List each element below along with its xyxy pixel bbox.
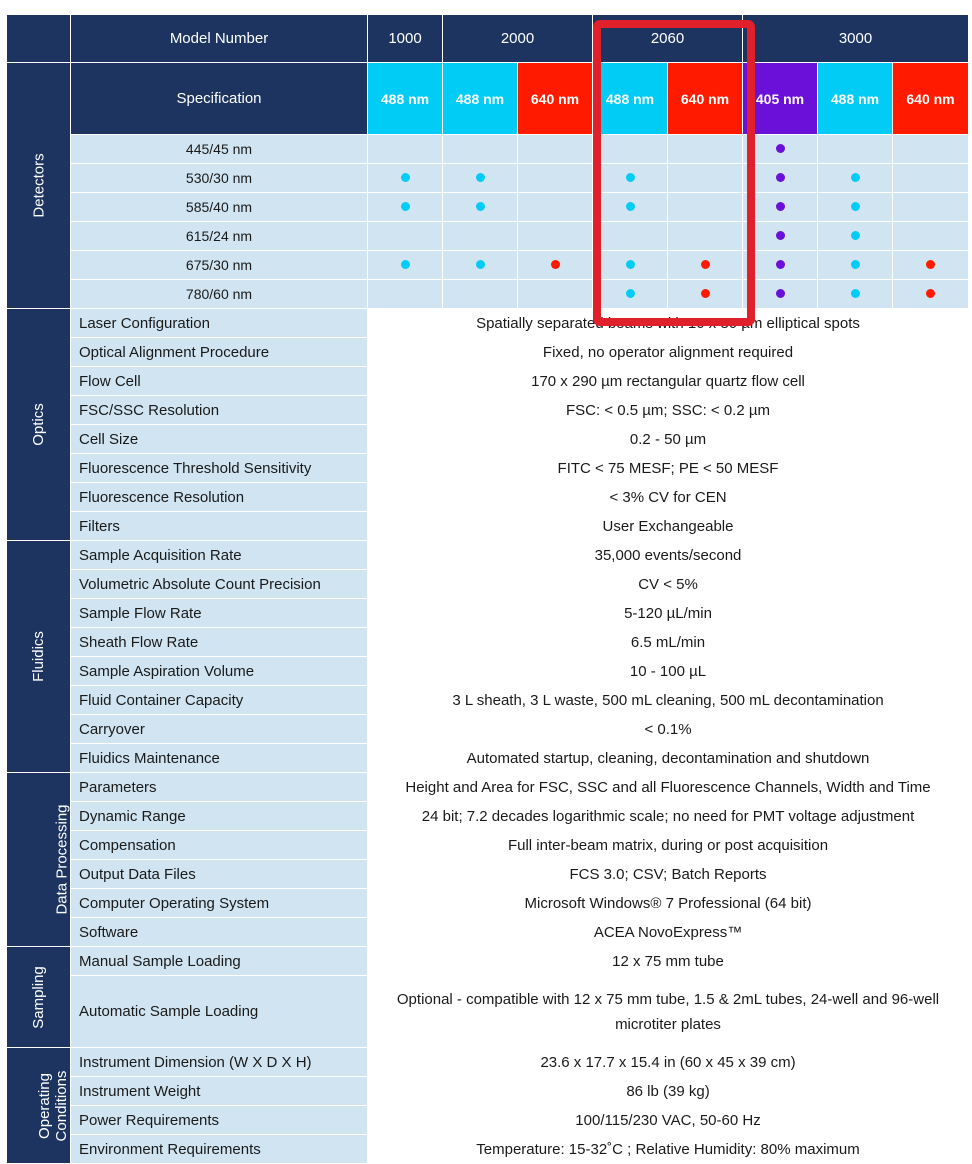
spec-row bbox=[7, 1077, 969, 1106]
spec-value: Temperature: 15-32˚C ; Relative Humidity: 80% maximum bbox=[368, 1135, 969, 1164]
detector-cell bbox=[593, 280, 668, 309]
spec-row bbox=[7, 454, 969, 483]
detector-cell bbox=[443, 280, 518, 309]
spec-label: Sample Flow Rate bbox=[71, 599, 368, 628]
detector-cell bbox=[818, 222, 893, 251]
spec-value: 0.2 - 50 µm bbox=[368, 425, 969, 454]
detector-cell bbox=[743, 135, 818, 164]
detector-dot-icon bbox=[776, 202, 785, 211]
detector-cell bbox=[893, 164, 969, 193]
spec-value: Full inter-beam matrix, during or post acquisition bbox=[368, 831, 969, 860]
spec-label: Manual Sample Loading bbox=[71, 947, 368, 976]
detector-cell bbox=[743, 280, 818, 309]
spec-row bbox=[7, 773, 969, 802]
spec-value: 86 lb (39 kg) bbox=[368, 1077, 969, 1106]
detector-dot-icon bbox=[776, 173, 785, 182]
spec-label: Sheath Flow Rate bbox=[71, 628, 368, 657]
spec-value: FSC: < 0.5 µm; SSC: < 0.2 µm bbox=[368, 396, 969, 425]
spec-label: Dynamic Range bbox=[71, 802, 368, 831]
detector-dot-icon bbox=[701, 260, 710, 269]
laser-cell: 640 nm bbox=[518, 63, 593, 135]
model-1000: 1000 bbox=[368, 15, 443, 63]
spec-value: Microsoft Windows® 7 Professional (64 bit) bbox=[368, 889, 969, 918]
spec-row bbox=[7, 715, 969, 744]
spec-value: < 0.1% bbox=[368, 715, 969, 744]
detector-dot-icon bbox=[701, 289, 710, 298]
detector-label: 780/60 nm bbox=[71, 280, 368, 309]
spec-label: Volumetric Absolute Count Precision bbox=[71, 570, 368, 599]
detector-cell bbox=[893, 251, 969, 280]
spec-label: Sample Aspiration Volume bbox=[71, 657, 368, 686]
detector-dot-icon bbox=[851, 202, 860, 211]
model-2060: 2060 bbox=[593, 15, 743, 63]
detector-cell bbox=[743, 193, 818, 222]
detector-cell bbox=[443, 222, 518, 251]
spec-row bbox=[7, 657, 969, 686]
detector-cell bbox=[668, 193, 743, 222]
detector-cell bbox=[668, 222, 743, 251]
detector-row bbox=[7, 135, 969, 164]
detector-cell bbox=[668, 251, 743, 280]
laser-cell: 640 nm bbox=[668, 63, 743, 135]
spec-value: 24 bit; 7.2 decades logarithmic scale; no need for PMT voltage adjustment bbox=[368, 802, 969, 831]
spec-label: Power Requirements bbox=[71, 1106, 368, 1135]
detector-cell bbox=[368, 251, 443, 280]
model-header-row bbox=[7, 15, 969, 63]
detector-dot-icon bbox=[476, 202, 485, 211]
spec-value: 3 L sheath, 3 L waste, 500 mL cleaning, 500 mL decontamination bbox=[368, 686, 969, 715]
detector-cell bbox=[518, 135, 593, 164]
spec-row bbox=[7, 425, 969, 454]
detector-label: 530/30 nm bbox=[71, 164, 368, 193]
model-2000: 2000 bbox=[443, 15, 593, 63]
spec-value: Optional - compatible with 12 x 75 mm tube, 1.5 & 2mL tubes, 24-well and 96-well microtiter plates bbox=[368, 976, 969, 1048]
spec-value: 10 - 100 µL bbox=[368, 657, 969, 686]
spec-row bbox=[7, 860, 969, 889]
spec-value: FITC < 75 MESF; PE < 50 MESF bbox=[368, 454, 969, 483]
spec-label: Laser Configuration bbox=[71, 309, 368, 338]
detector-dot-icon bbox=[401, 260, 410, 269]
detector-cell bbox=[593, 164, 668, 193]
laser-header-row bbox=[7, 63, 969, 135]
detector-label: 675/30 nm bbox=[71, 251, 368, 280]
spec-label: Carryover bbox=[71, 715, 368, 744]
spec-value: FCS 3.0; CSV; Batch Reports bbox=[368, 860, 969, 889]
detector-cell bbox=[743, 251, 818, 280]
detector-dot-icon bbox=[851, 231, 860, 240]
laser-cell: 488 nm bbox=[593, 63, 668, 135]
detector-cell bbox=[818, 135, 893, 164]
spec-row bbox=[7, 367, 969, 396]
detector-cell bbox=[893, 135, 969, 164]
detector-cell bbox=[818, 193, 893, 222]
laser-cell: 488 nm bbox=[443, 63, 518, 135]
detector-dot-icon bbox=[476, 260, 485, 269]
detector-dot-icon bbox=[851, 173, 860, 182]
spec-value: 100/115/230 VAC, 50-60 Hz bbox=[368, 1106, 969, 1135]
spec-value: 12 x 75 mm tube bbox=[368, 947, 969, 976]
detector-dot-icon bbox=[401, 173, 410, 182]
section-operating-conditions: Operating Conditions bbox=[7, 1048, 71, 1164]
spec-label: Sample Acquisition Rate bbox=[71, 541, 368, 570]
detector-row bbox=[7, 251, 969, 280]
detector-row bbox=[7, 164, 969, 193]
detector-dot-icon bbox=[626, 202, 635, 211]
spec-label: Output Data Files bbox=[71, 860, 368, 889]
detector-label: 585/40 nm bbox=[71, 193, 368, 222]
detector-cell bbox=[518, 193, 593, 222]
spec-label: Environment Requirements bbox=[71, 1135, 368, 1164]
detector-row bbox=[7, 193, 969, 222]
spec-value: Automated startup, cleaning, decontamination and shutdown bbox=[368, 744, 969, 773]
spec-value: ACEA NovoExpress™ bbox=[368, 918, 969, 947]
laser-cell: 488 nm bbox=[818, 63, 893, 135]
detector-dot-icon bbox=[626, 173, 635, 182]
spec-value: 35,000 events/second bbox=[368, 541, 969, 570]
detector-dot-icon bbox=[851, 260, 860, 269]
detector-label: 445/45 nm bbox=[71, 135, 368, 164]
detector-cell bbox=[368, 193, 443, 222]
detector-cell bbox=[368, 164, 443, 193]
spec-row bbox=[7, 976, 969, 1048]
spec-label: Instrument Dimension (W X D X H) bbox=[71, 1048, 368, 1077]
spec-label: Cell Size bbox=[71, 425, 368, 454]
detector-cell bbox=[893, 222, 969, 251]
spec-row bbox=[7, 599, 969, 628]
spec-row bbox=[7, 512, 969, 541]
spec-row bbox=[7, 744, 969, 773]
spec-row bbox=[7, 889, 969, 918]
spec-table bbox=[6, 14, 969, 1164]
specification-label: Specification bbox=[71, 63, 368, 135]
spec-row bbox=[7, 947, 969, 976]
detector-row bbox=[7, 280, 969, 309]
detector-cell bbox=[518, 222, 593, 251]
detector-cell bbox=[893, 280, 969, 309]
spec-label: Flow Cell bbox=[71, 367, 368, 396]
detector-dot-icon bbox=[776, 289, 785, 298]
detector-cell bbox=[593, 135, 668, 164]
spec-row bbox=[7, 309, 969, 338]
spec-value: Height and Area for FSC, SSC and all Fluorescence Channels, Width and Time bbox=[368, 773, 969, 802]
detector-dot-icon bbox=[626, 260, 635, 269]
spec-label: FSC/SSC Resolution bbox=[71, 396, 368, 425]
detector-cell bbox=[518, 280, 593, 309]
detector-cell bbox=[818, 164, 893, 193]
detector-cell bbox=[593, 193, 668, 222]
detector-row bbox=[7, 222, 969, 251]
spec-row bbox=[7, 338, 969, 367]
detector-cell bbox=[518, 164, 593, 193]
spec-value: 5-120 µL/min bbox=[368, 599, 969, 628]
detector-cell bbox=[443, 164, 518, 193]
detector-cell bbox=[368, 280, 443, 309]
detector-cell bbox=[443, 193, 518, 222]
spec-row bbox=[7, 1048, 969, 1077]
spec-row bbox=[7, 396, 969, 425]
laser-cell: 640 nm bbox=[893, 63, 969, 135]
spec-value: 6.5 mL/min bbox=[368, 628, 969, 657]
spec-label: Instrument Weight bbox=[71, 1077, 368, 1106]
section-detectors: Detectors bbox=[7, 63, 71, 309]
spec-label: Compensation bbox=[71, 831, 368, 860]
spec-label: Automatic Sample Loading bbox=[71, 976, 368, 1048]
detector-cell bbox=[818, 280, 893, 309]
section-sampling: Sampling bbox=[7, 947, 71, 1048]
model-3000: 3000 bbox=[743, 15, 969, 63]
detector-cell bbox=[368, 135, 443, 164]
spec-label: Optical Alignment Procedure bbox=[71, 338, 368, 367]
spec-row bbox=[7, 1135, 969, 1164]
spec-table-container bbox=[6, 14, 968, 1160]
detector-cell bbox=[593, 222, 668, 251]
detector-cell bbox=[443, 251, 518, 280]
spec-row bbox=[7, 686, 969, 715]
spec-row bbox=[7, 918, 969, 947]
spec-row bbox=[7, 831, 969, 860]
spec-label: Fluorescence Threshold Sensitivity bbox=[71, 454, 368, 483]
detector-dot-icon bbox=[926, 260, 935, 269]
detector-cell bbox=[593, 251, 668, 280]
detector-dot-icon bbox=[851, 289, 860, 298]
spec-label: Fluid Container Capacity bbox=[71, 686, 368, 715]
detector-cell bbox=[668, 164, 743, 193]
spec-row bbox=[7, 802, 969, 831]
laser-cell: 488 nm bbox=[368, 63, 443, 135]
model-number-label: Model Number bbox=[71, 15, 368, 63]
spec-label: Fluidics Maintenance bbox=[71, 744, 368, 773]
laser-cell: 405 nm bbox=[743, 63, 818, 135]
detector-cell bbox=[743, 222, 818, 251]
section-data-processing: Data Processing bbox=[7, 773, 71, 947]
spec-label: Fluorescence Resolution bbox=[71, 483, 368, 512]
detector-dot-icon bbox=[476, 173, 485, 182]
detector-dot-icon bbox=[626, 289, 635, 298]
detector-cell bbox=[443, 135, 518, 164]
spec-value: Spatially separated beams with 10 x 80 µm elliptical spots bbox=[368, 309, 969, 338]
corner-cell bbox=[7, 15, 71, 63]
detector-label: 615/24 nm bbox=[71, 222, 368, 251]
spec-value: 170 x 290 µm rectangular quartz flow cell bbox=[368, 367, 969, 396]
detector-dot-icon bbox=[776, 231, 785, 240]
detector-cell bbox=[668, 135, 743, 164]
detector-cell bbox=[668, 280, 743, 309]
detector-dot-icon bbox=[776, 144, 785, 153]
spec-row bbox=[7, 1106, 969, 1135]
detector-dot-icon bbox=[551, 260, 560, 269]
spec-label: Parameters bbox=[71, 773, 368, 802]
spec-label: Software bbox=[71, 918, 368, 947]
spec-row bbox=[7, 570, 969, 599]
detector-cell bbox=[743, 164, 818, 193]
detector-dot-icon bbox=[776, 260, 785, 269]
detector-cell bbox=[518, 251, 593, 280]
detector-dot-icon bbox=[926, 289, 935, 298]
section-optics: Optics bbox=[7, 309, 71, 541]
detector-dot-icon bbox=[401, 202, 410, 211]
section-fluidics: Fluidics bbox=[7, 541, 71, 773]
spec-value: < 3% CV for CEN bbox=[368, 483, 969, 512]
detector-cell bbox=[818, 251, 893, 280]
spec-value: Fixed, no operator alignment required bbox=[368, 338, 969, 367]
spec-value: 23.6 x 17.7 x 15.4 in (60 x 45 x 39 cm) bbox=[368, 1048, 969, 1077]
spec-value: CV < 5% bbox=[368, 570, 969, 599]
detector-cell bbox=[368, 222, 443, 251]
spec-row bbox=[7, 483, 969, 512]
spec-value: User Exchangeable bbox=[368, 512, 969, 541]
detector-cell bbox=[893, 193, 969, 222]
spec-label: Computer Operating System bbox=[71, 889, 368, 918]
spec-row bbox=[7, 628, 969, 657]
spec-label: Filters bbox=[71, 512, 368, 541]
spec-row bbox=[7, 541, 969, 570]
